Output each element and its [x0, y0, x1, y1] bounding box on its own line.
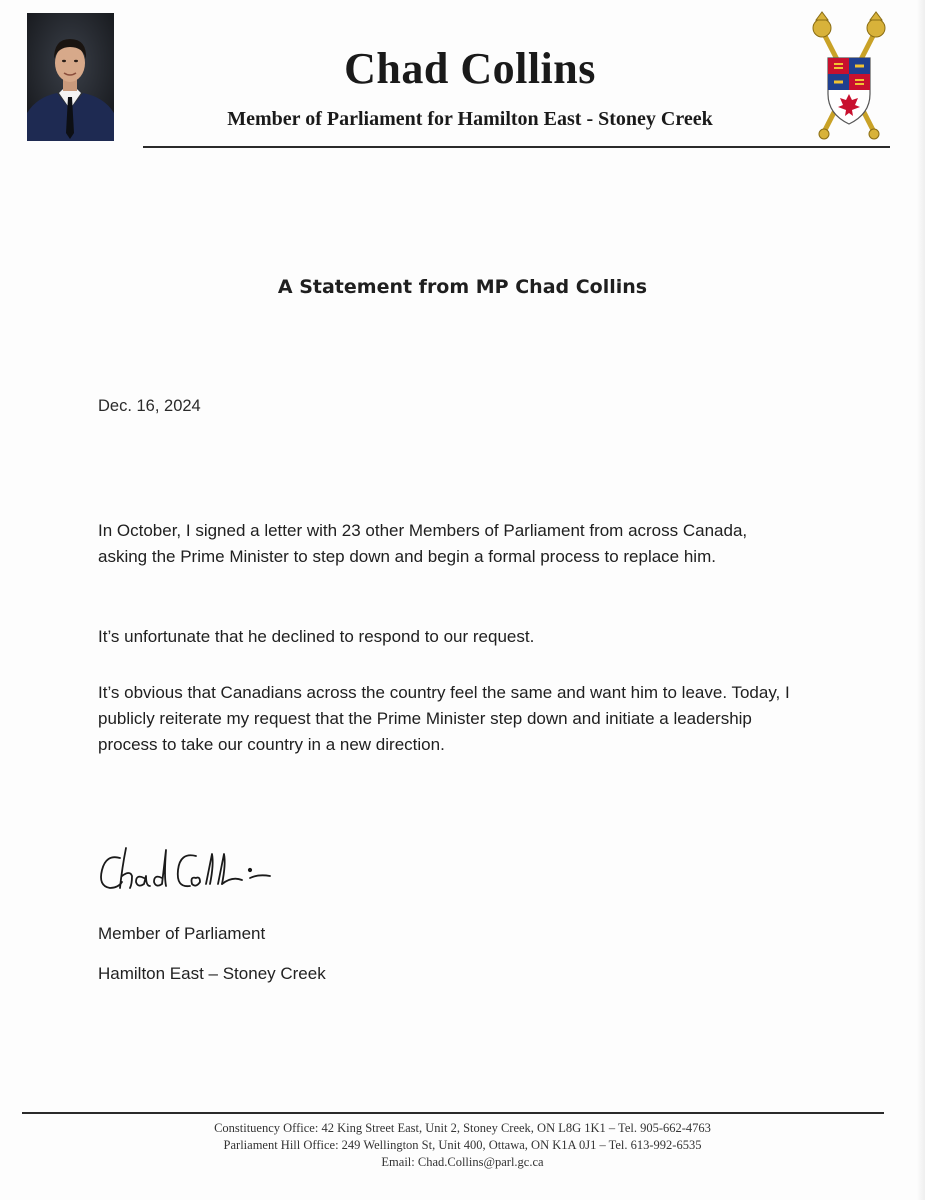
statement-date: Dec. 16, 2024 [98, 397, 201, 415]
letterhead-footer [0, 1120, 925, 1171]
statement-paragraph-3: It’s obvious that Canadians across the country feel the same and want him to leave. Today, I publicly reiterate my request that the Prime Minister step down and initiate a leadership process to take our country in a new direction. [98, 683, 790, 754]
mp-portrait-photo [27, 13, 114, 141]
house-of-commons-crest-icon [808, 8, 890, 142]
mp-name-heading: Chad Collins [344, 44, 596, 93]
signatory-riding: Hamilton East – Stoney Creek [98, 964, 326, 983]
parliament-office-line: Parliament Hill Office: 249 Wellington St, Unit 400, Ottawa, ON K1A 0J1 – Tel. 613-992-6535 [223, 1138, 702, 1152]
signatory-title: Member of Parliament [98, 924, 266, 943]
statement-paragraph-1: In October, I signed a letter with 23 other Members of Parliament from across Canada, asking the Prime Minister to step down and begin a formal process to replace him. [98, 521, 748, 566]
footer-divider [22, 1112, 884, 1114]
handwritten-signature [92, 840, 292, 902]
statement-paragraph-2: It’s unfortunate that he declined to respond to our request. [98, 627, 535, 646]
header-divider [143, 146, 890, 148]
page-edge-shadow [917, 0, 925, 1200]
constituency-office-line: Constituency Office: 42 King Street East, Unit 2, Stoney Creek, ON L8G 1K1 – Tel. 905-662-4763 [214, 1121, 711, 1135]
email-line: Email: Chad.Collins@parl.gc.ca [381, 1155, 544, 1169]
mp-riding-subheading: Member of Parliament for Hamilton East - Stoney Creek [227, 108, 713, 130]
statement-title: A Statement from MP Chad Collins [277, 276, 648, 298]
